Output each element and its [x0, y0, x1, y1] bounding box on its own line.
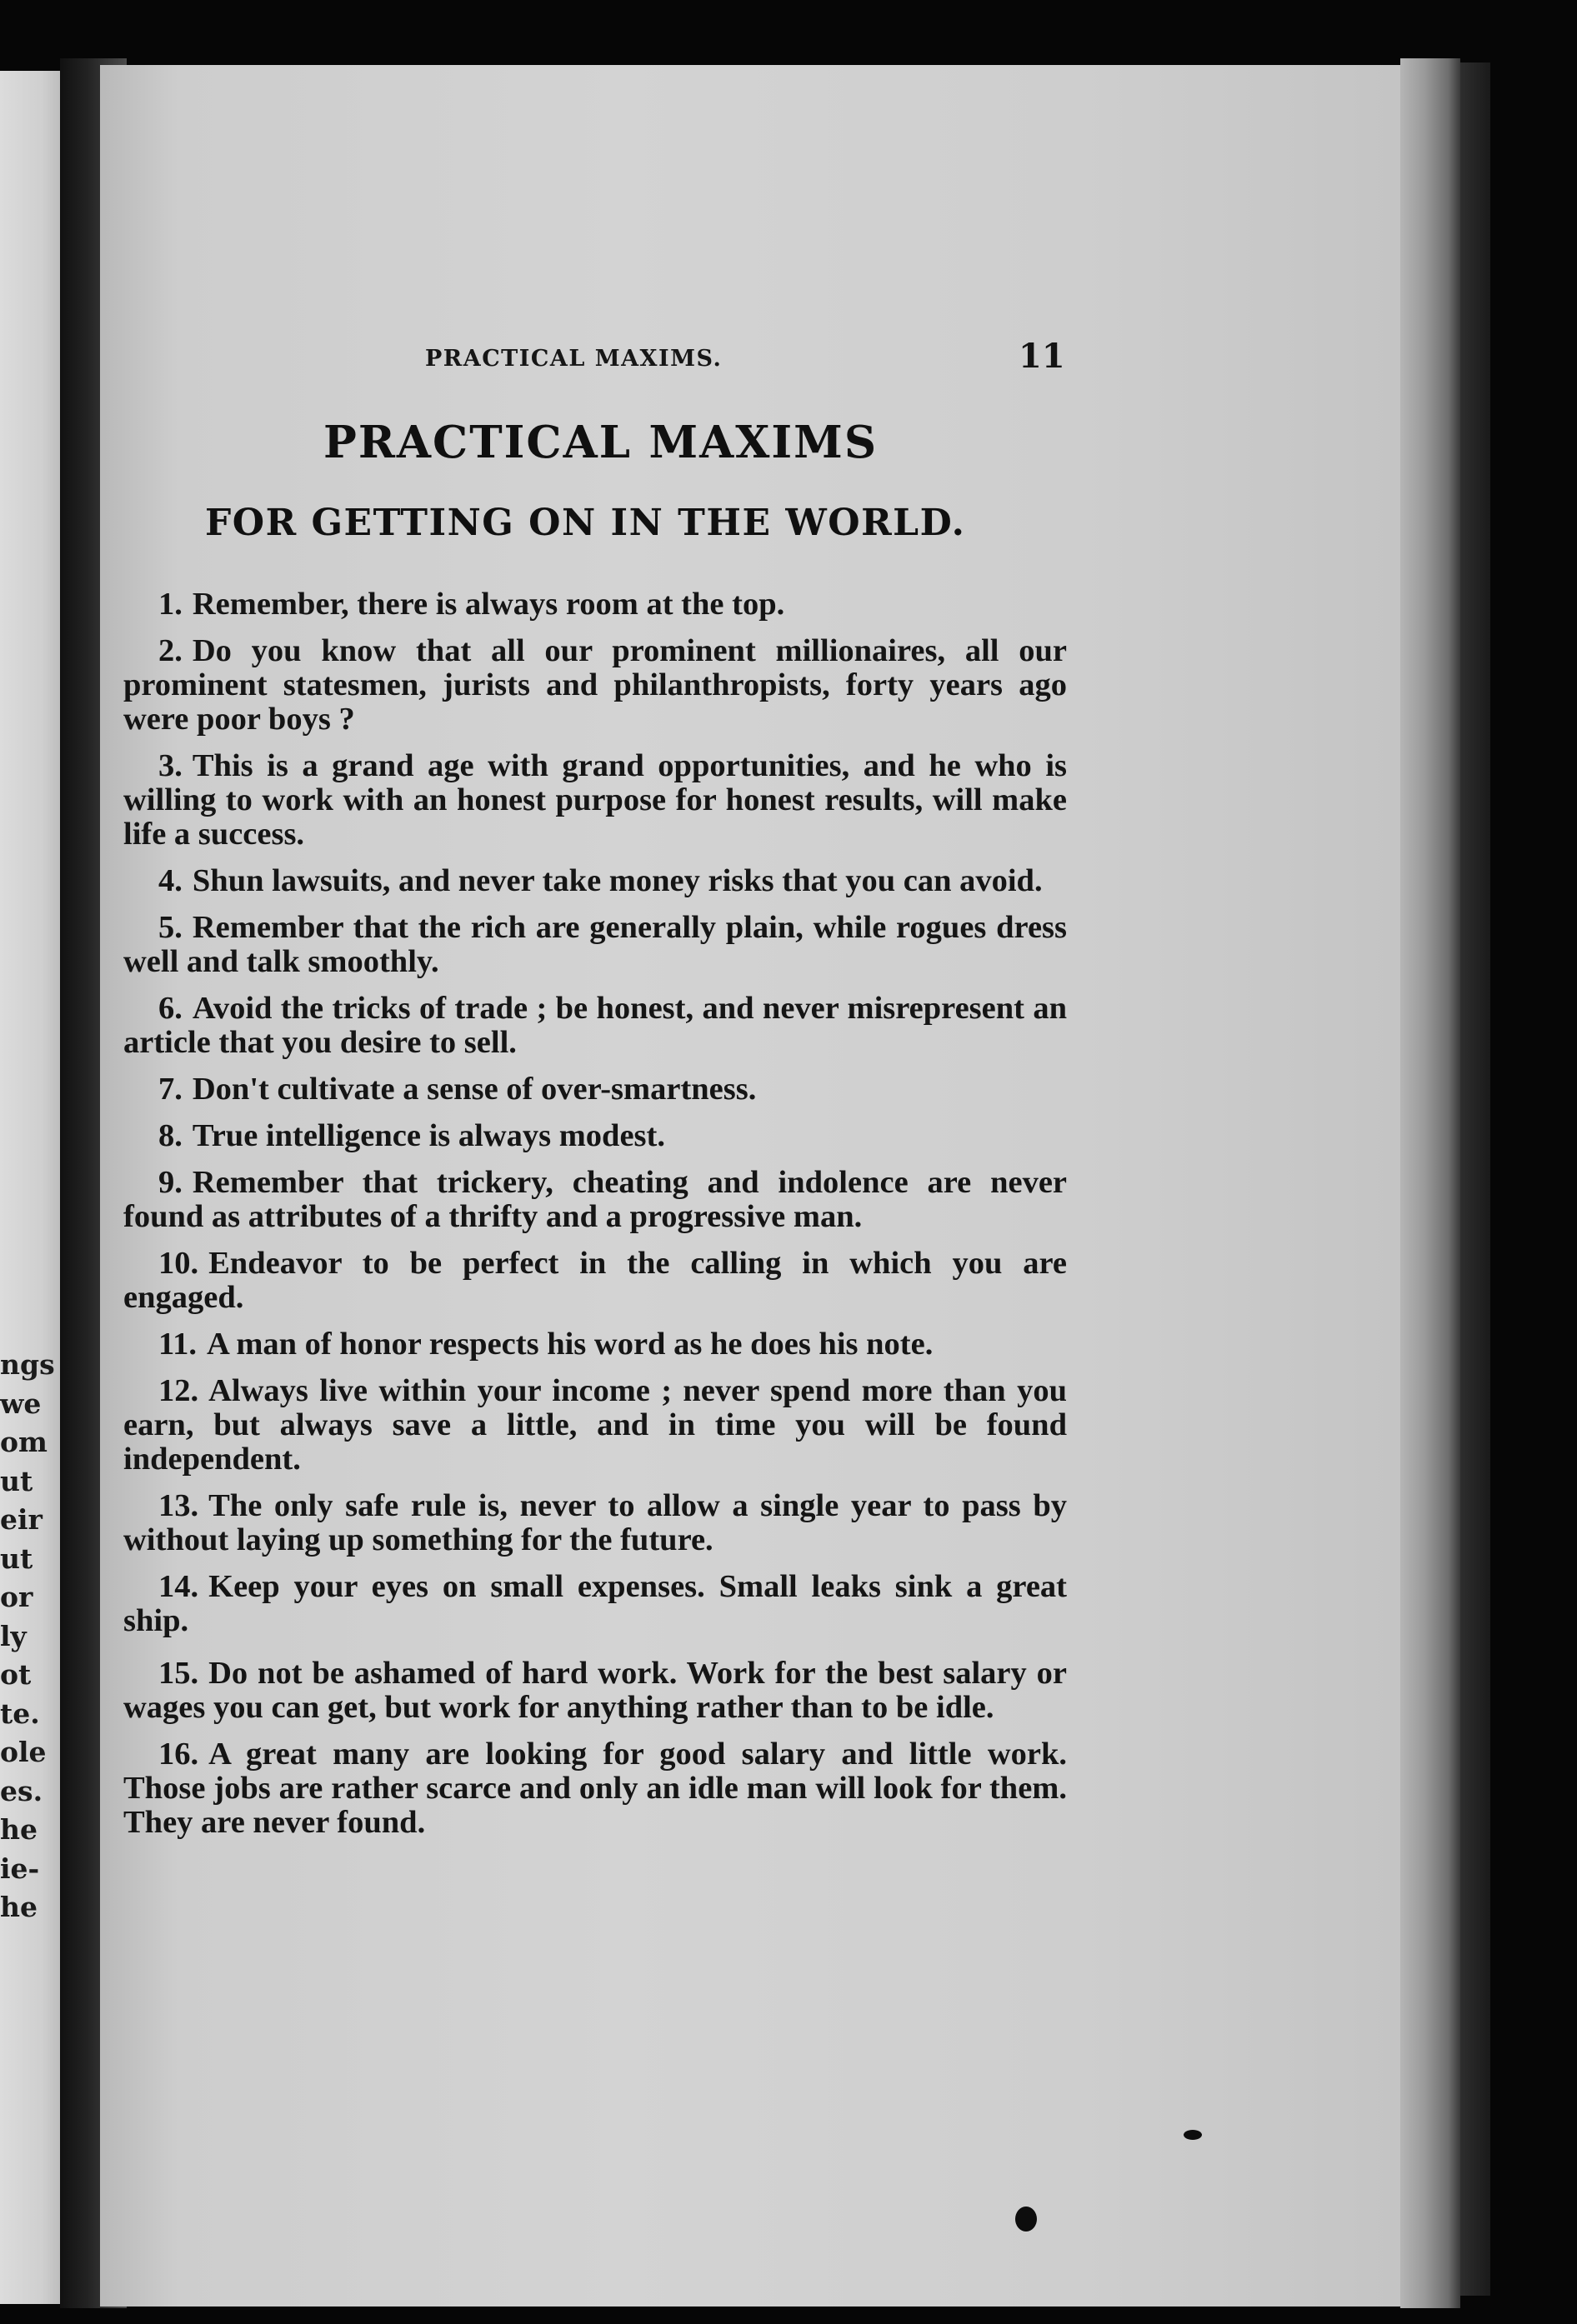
maxim-text: Avoid the tricks of trade ; be honest, and never misrepresent an article that you desire to sell.	[123, 991, 1067, 1060]
ink-speck	[1015, 2207, 1037, 2232]
previous-page-fragment: te.	[0, 1697, 40, 1730]
maxim-item	[123, 1247, 1067, 1315]
maxim-number: 11.	[158, 1327, 198, 1362]
maxim-text: Remember that the rich are generally plain, while rogues dress well and talk smoothly.	[123, 910, 1067, 979]
maxim-text: Endeavor to be perfect in the calling in which you are engaged.	[123, 1246, 1067, 1315]
previous-page-fragment: we	[0, 1387, 42, 1420]
previous-page-fragment: ie-	[0, 1852, 40, 1885]
previous-page-fragment: ut	[0, 1464, 33, 1497]
maxim-number: 1.	[158, 587, 183, 622]
maxim-number: 6.	[158, 991, 183, 1026]
maxim-text: Do you know that all our prominent millionaires, all our prominent statesmen, jurists and philanthropists, forty years ago were poor boys ?	[123, 633, 1067, 737]
maxim-number: 16.	[158, 1737, 199, 1772]
maxim-number: 9.	[158, 1165, 183, 1200]
maxim-text: Do not be ashamed of hard work. Work for the best salary or wages you can get, but work for anything rather than to be idle.	[123, 1656, 1067, 1725]
maxim-text: Keep your eyes on small expenses. Small leaks sink a great ship.	[123, 1569, 1067, 1638]
page-fore-edge-dark	[1460, 62, 1490, 2296]
page-number: 11	[1019, 337, 1065, 376]
maxim-number: 2.	[158, 633, 183, 668]
previous-page-fragment: he	[0, 1891, 38, 1923]
maxim-item	[123, 1374, 1067, 1477]
maxim-item	[123, 1489, 1067, 1557]
previous-page-edge	[0, 71, 60, 2304]
maxim-item	[123, 1072, 1067, 1107]
maxim-text: Remember, there is always room at the top.	[192, 587, 785, 622]
maxim-item	[123, 587, 1067, 622]
maxim-text: A great many are looking for good salary and little work. Those jobs are rather scarce and only an idle man will look for them. They are never found.	[123, 1737, 1067, 1840]
page-title: PRACTICAL MAXIMS	[323, 417, 879, 468]
maxim-number: 12.	[158, 1373, 199, 1408]
maxim-number: 3.	[158, 748, 183, 783]
maxim-text: A man of honor respects his word as he does his note.	[207, 1327, 934, 1362]
maxim-number: 8.	[158, 1118, 183, 1153]
maxim-text: This is a grand age with grand opportunities, and he who is willing to work with an honest purpose for honest results, will make life a success.	[123, 748, 1067, 852]
maxims-list	[123, 587, 1067, 1852]
previous-page-fragment: ole	[0, 1736, 47, 1768]
page-subtitle: FOR GETTING ON IN THE WORLD.	[205, 502, 966, 544]
maxim-item	[123, 1119, 1067, 1153]
maxim-number: 5.	[158, 910, 183, 945]
previous-page-fragment: or	[0, 1581, 33, 1613]
maxim-item	[123, 992, 1067, 1060]
running-head: PRACTICAL MAXIMS.	[425, 346, 723, 372]
maxim-number: 14.	[158, 1569, 199, 1604]
maxim-item	[123, 911, 1067, 979]
previous-page-fragment: eir	[0, 1503, 43, 1536]
maxim-item	[123, 1327, 1067, 1362]
previous-page-fragment: es.	[0, 1774, 43, 1807]
previous-page-fragment: ut	[0, 1542, 33, 1575]
previous-page-fragment: ly	[0, 1619, 27, 1652]
maxim-text: Always live within your income ; never spend more than you earn, but always save a little, and in time you will be found independent.	[123, 1373, 1067, 1477]
maxim-item	[123, 1166, 1067, 1234]
maxim-item	[123, 1570, 1067, 1638]
ink-speck	[1184, 2130, 1202, 2140]
maxim-item	[123, 1657, 1067, 1725]
maxim-text: Don't cultivate a sense of over-smartness.	[192, 1072, 757, 1107]
page-fore-edge-shadow	[1400, 58, 1460, 2308]
maxim-number: 7.	[158, 1072, 183, 1107]
maxim-item	[123, 749, 1067, 852]
maxim-number: 10.	[158, 1246, 199, 1281]
maxim-text: Remember that trickery, cheating and indolence are never found as attributes of a thrifty and a progressive man.	[123, 1165, 1067, 1234]
maxim-item	[123, 634, 1067, 737]
previous-page-fragment: ot	[0, 1658, 32, 1691]
maxim-text: True intelligence is always modest.	[192, 1118, 665, 1153]
maxim-text: The only safe rule is, never to allow a single year to pass by without laying up something for the future.	[123, 1488, 1067, 1557]
previous-page-fragment: ngs	[0, 1348, 55, 1381]
maxim-number: 13.	[158, 1488, 199, 1523]
maxim-number: 15.	[158, 1656, 199, 1691]
maxim-item	[123, 864, 1067, 898]
maxim-number: 4.	[158, 863, 183, 898]
maxim-item	[123, 1737, 1067, 1840]
previous-page-fragment: he	[0, 1813, 38, 1846]
maxim-text: Shun lawsuits, and never take money risks that you can avoid.	[192, 863, 1043, 898]
previous-page-fragment: om	[0, 1426, 48, 1458]
previous-page-text-fragments	[0, 1346, 55, 1927]
